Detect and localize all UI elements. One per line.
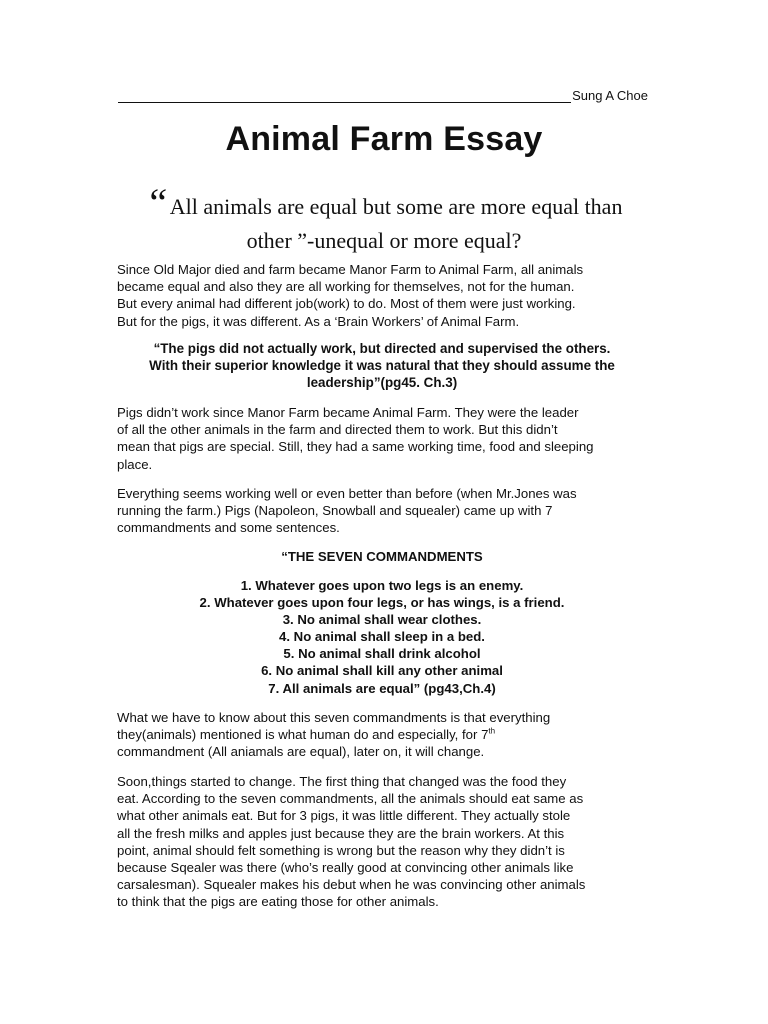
commandments-list (117, 577, 647, 697)
paragraph-5 (117, 773, 647, 911)
block-quote (117, 340, 647, 392)
paragraph-line: carsalesman). Squealer makes his debut when he was convincing other animals (117, 877, 586, 893)
paragraph-line: of all the other animals in the farm and directed them to work. But this didn’t (117, 422, 558, 438)
commandment-item: 1. Whatever goes upon two legs is an enemy. (240, 578, 524, 593)
commandment-item: 7. All animals are equal” (pg43,Ch.4) (268, 680, 496, 696)
paragraph-line-text: they(animals) mentioned is what human do and especially, for 7 (117, 727, 489, 743)
paragraph-line: Soon,things started to change. The first thing that changed was the food they (117, 774, 567, 789)
paragraph-line: point, animal should felt something is wrong but the reason why they didn’t is (117, 842, 565, 858)
signature-rule (118, 88, 571, 103)
paragraph-line: What we have to know about this seven commandments is that everything (117, 710, 551, 725)
paragraph-line: But every animal had different job(work) to do. Most of them were just working. (117, 296, 576, 312)
commandment-item: 4. No animal shall sleep in a bed. (279, 629, 485, 645)
author-name: Sung A Choe (572, 88, 648, 103)
paragraph-line (117, 726, 647, 743)
paragraph-line: running the farm.) Pigs (Napoleon, Snowball and squealer) came up with 7 (117, 503, 553, 519)
paragraph-line: what other animals eat. But for 3 pigs, it was little different. They actually stole (117, 808, 571, 824)
paragraph-line: Everything seems working well or even better than before (when Mr.Jones was (117, 486, 577, 501)
paragraph-line: place. (117, 456, 153, 472)
open-quote-mark: “ (145, 180, 168, 225)
paragraph-2 (117, 404, 647, 473)
block-quote-line: “The pigs did not actually work, but directed and supervised the others. (153, 341, 611, 356)
paragraph-line: commandment (All aniamals are equal), later on, it will change. (117, 744, 485, 760)
paragraph-line: to think that the pigs are eating those for other animals. (117, 894, 439, 910)
epigraph-line-1-text: All animals are equal but some are more equal than (169, 194, 623, 219)
commandment-item: 3. No animal shall wear clothes. (282, 612, 482, 628)
essay-title: Animal Farm Essay (225, 120, 543, 158)
paragraph-line: all the fresh milks and apples just because they are the brain workers. At this (117, 825, 565, 841)
commandments-heading: “THE SEVEN COMMANDMENTS (281, 549, 483, 564)
epigraph-line-2: other ”-unequal or more equal? (246, 228, 522, 253)
paragraph-line: because Sqealer was there (who’s really good at convincing other animals like (117, 860, 574, 876)
paragraph-line: Since Old Major died and farm became Manor Farm to Animal Farm, all animals (117, 262, 584, 277)
epigraph-quote (120, 180, 648, 258)
paragraph-3 (117, 485, 647, 537)
paragraph-line: eat. According to the seven commandments, all the animals should eat same as (117, 791, 584, 807)
block-quote-line: With their superior knowledge it was natural that they should assume the (149, 358, 615, 374)
ordinal-suffix: th (488, 726, 496, 736)
commandment-item: 6. No animal shall kill any other animal (261, 663, 503, 679)
paragraph-line: became equal and also they are all working for themselves, not for the human. (117, 279, 575, 295)
block-quote-line: leadership”(pg45. Ch.3) (306, 375, 458, 391)
epigraph-line-1 (120, 180, 648, 225)
author-line (118, 88, 648, 103)
commandment-item: 2. Whatever goes upon four legs, or has wings, is a friend. (199, 595, 565, 611)
paragraph-line: Pigs didn’t work since Manor Farm became Animal Farm. They were the leader (117, 405, 579, 420)
paragraph-1 (117, 261, 647, 330)
paragraph-line: mean that pigs are special. Still, they had a same working time, food and sleeping (117, 439, 594, 455)
paragraph-line: But for the pigs, it was different. As a ‘Brain Workers’ of Animal Farm. (117, 313, 520, 329)
paragraph-4 (117, 709, 647, 761)
paragraph-line: commandments and some sentences. (117, 520, 340, 536)
commandment-item: 5. No animal shall drink alcohol (283, 646, 481, 662)
